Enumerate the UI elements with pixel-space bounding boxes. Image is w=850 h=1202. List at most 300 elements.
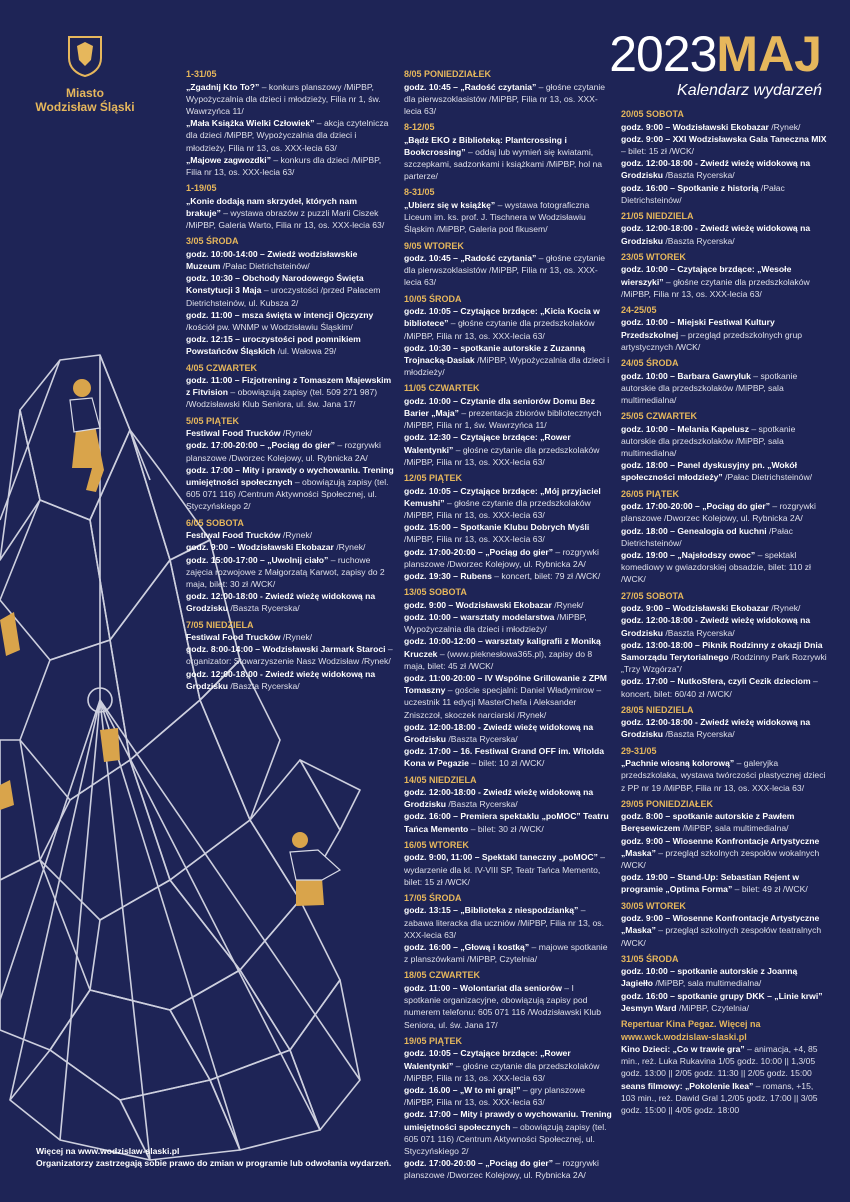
day-section xyxy=(404,68,612,117)
event-details: /Rynek/ xyxy=(280,530,313,541)
events-column-2 xyxy=(404,68,612,1186)
event-details: – rozgrywki planszowe /Dworzec Kolejowy, ul. Rybnicka 2A/ xyxy=(404,546,599,569)
day-section xyxy=(404,186,612,235)
event-details: – wystawa fotograficzna Liceum im. ks. prof. J. Tischnera w Wodzisławiu Śląskim /MiPBP, Galeria pod fikusem/ xyxy=(404,199,590,235)
event-item xyxy=(186,248,394,272)
event-title: godz. 12:15 – uroczystości pod pomnikiem Powstańców Śląskich xyxy=(186,334,361,357)
event-item xyxy=(621,500,829,524)
event-details: /Pałac Dietrichsteinów/ xyxy=(722,472,813,483)
event-title: godz. 11:00 – Wolontariat dla seniorów xyxy=(404,982,562,993)
day-section xyxy=(404,382,612,468)
event-item xyxy=(621,871,829,895)
event-item xyxy=(621,1043,829,1080)
event-details: – spektakl komediowy w gwiazdorskiej obsadzie, bilet: 110 zł /WCK/ xyxy=(621,549,811,585)
event-item xyxy=(404,546,612,570)
event-title: godz. 12:00-18:00 - Zwiedź wieżę widokową na Grodzisku xyxy=(404,721,594,744)
event-item xyxy=(404,786,612,810)
event-details: /Pałac Dietrichsteinów/ xyxy=(220,260,310,271)
day-heading: 12/05 PIĄTEK xyxy=(404,473,463,484)
event-details: – zabawa literacka dla uczniów /MiPBP, Filia nr 13, os. XXX-lecia 63/ xyxy=(404,905,604,940)
event-title: godz. 16:00 – „Głową i kostką” xyxy=(404,942,530,953)
event-details: /ul. Wałowa 29/ xyxy=(275,346,337,357)
event-title: godz. 17:00 – Mity i prawdy o wychowaniu. Trening umiejętności społecznych xyxy=(186,464,394,487)
header-subtitle: Kalendarz wydarzeń xyxy=(677,82,822,99)
event-item xyxy=(621,614,829,638)
event-item xyxy=(404,599,612,611)
event-title: godz. 9:00 – Wiosenne Konfrontacje Artystyczne „Maska” xyxy=(621,835,820,858)
event-item xyxy=(621,157,829,181)
event-item xyxy=(404,521,612,545)
event-item xyxy=(404,904,612,941)
day-heading: 27/05 SOBOTA xyxy=(621,590,684,601)
event-title: godz. 11:00-20:00 – IV Wspólne Grillowanie z ZPM Tomaszny xyxy=(404,672,607,696)
header-month: MAJ xyxy=(716,26,822,82)
event-details: – obowiązują zapisy (tel. 605 071 116) /Centrum Aktywności Społecznej, ul. Styczyńskiego 2/ xyxy=(186,476,389,512)
event-item xyxy=(621,757,829,794)
event-item xyxy=(186,643,394,667)
event-details: – animacja, +4, 85 min., reż. Luka Rukavina 1/05 godz. 10:00 || 1,3/05 godz. 13:00 || 2/05 godz. 11:30 || 2/05 godz. 15:00 xyxy=(621,1044,818,1079)
event-title: „Zgadnij Kto To?” xyxy=(186,81,260,92)
event-title: godz. 13:00-18:00 – Piknik Rodzinny z okazji Dnia Samorządu Terytorialnego xyxy=(621,639,823,662)
event-item xyxy=(186,154,394,178)
day-section xyxy=(621,304,829,353)
event-details: /Rynek/ xyxy=(551,599,584,610)
day-heading: 8/05 PONIEDZIAŁEK xyxy=(404,69,492,79)
event-title: Festiwal Food Trucków xyxy=(186,632,281,643)
event-details: – głośne czytanie dla pierwszoklasistów /MiPBP, Filia nr 13, os. XXX-lecia 63/ xyxy=(404,253,606,288)
event-item xyxy=(186,529,394,541)
day-heading: 21/05 NIEDZIELA xyxy=(621,210,694,221)
day-section xyxy=(404,586,612,769)
day-heading: 8-12/05 xyxy=(404,122,435,133)
event-details: /MiPBP, sala multimedialna/ xyxy=(680,823,789,834)
event-item xyxy=(404,1084,612,1108)
event-item xyxy=(404,305,612,342)
day-section xyxy=(621,410,829,484)
event-item xyxy=(186,309,394,333)
day-heading: 18/05 CZWARTEK xyxy=(404,970,481,981)
event-title: godz. 10:05 – Czytające brzdące: „Kicia Kocia w bibliotece” xyxy=(404,306,600,329)
day-section xyxy=(186,362,394,411)
event-item xyxy=(186,427,394,439)
event-details: /Baszta Rycerska/ xyxy=(228,603,300,614)
event-details: – I spotkanie organizacyjne, obowiązują zapisy pod numerem telefonu: 605 071 116 /Wodzisławski Klub Seniora, ul. św. Jana 17/ xyxy=(404,982,601,1030)
day-heading: 4/05 CZWARTEK xyxy=(186,362,258,373)
event-details: /Rynek/ xyxy=(768,121,801,132)
day-heading: 7/05 NIEDZIELA xyxy=(186,619,254,630)
city-name-line1: Miasto xyxy=(65,86,104,100)
event-details: /Baszta Rycerska/ xyxy=(663,235,735,246)
event-item xyxy=(404,745,612,769)
event-title: „Pachnie wiosną kolorową” xyxy=(621,758,735,769)
event-title: godz. 10:00 – Miejski Festiwal Kultury Przedszkolnej xyxy=(621,317,775,340)
event-item xyxy=(186,464,394,513)
event-title: „Bądź EKO z Biblioteką: Plantcrossing i Bookcrossing” xyxy=(404,134,567,157)
event-title: godz. 9:00 – Wodzisławski Ekobazar xyxy=(621,603,769,614)
event-details: /Rynek/ xyxy=(333,542,366,553)
event-item xyxy=(404,982,612,1031)
event-title: Festiwal Food Trucków xyxy=(186,530,281,541)
event-item xyxy=(404,635,612,672)
event-item xyxy=(404,134,612,183)
event-item xyxy=(404,721,612,745)
event-details: – rozgrywki planszowe /Dworzec Kolejowy, ul. Rybnicka 2A/ xyxy=(186,440,381,463)
day-heading: 31/05 ŚRODA xyxy=(621,953,679,964)
event-item xyxy=(186,374,394,411)
event-details: – koncert, bilet: 79 zł /WCK/ xyxy=(491,571,601,581)
event-title: godz. 15:00 – Spotkanie Klubu Dobrych Myśli xyxy=(404,522,590,533)
event-details: – spotkanie autorskie dla przedszkolaków /MiPBP, sala multimedialna/ xyxy=(621,370,798,405)
event-item xyxy=(621,1080,829,1117)
day-heading: 24-25/05 xyxy=(621,304,657,315)
day-heading: 8-31/05 xyxy=(404,187,435,198)
event-details: /Rynek/ xyxy=(768,603,801,614)
event-details: – prezentacja zbiorów bibliotecznych /MiPBP, Filia nr 1, św. Wawrzyńca 11/ xyxy=(404,408,602,431)
day-heading: 5/05 PIĄTEK xyxy=(186,415,240,426)
footer-disclaimer: Organizatorzy zastrzegają sobie prawo do zmian w programie lub odwołania wydarzeń. xyxy=(36,1158,392,1168)
event-details: – obowiązują zapisy (tel. 509 271 987) /Wodzisławski Klub Seniora, ul. św. Jana 17/ xyxy=(186,387,378,410)
event-title: Kino Dzieci: „Co w trawie gra” xyxy=(621,1044,745,1055)
event-title: godz. 10:00 – Czytające brzdące: „Wesołe wierszyki” xyxy=(621,264,792,287)
event-title: godz. 17:00-20:00 – „Pociąg do gier” xyxy=(621,501,771,512)
day-section xyxy=(621,210,829,247)
event-details: – głośne czytanie dla przedszkolaków /MiPBP, Filia nr 13, os. XXX-lecia 63/ xyxy=(621,276,810,299)
day-heading: 1-19/05 xyxy=(186,183,217,194)
event-details: – bilet: 10 zł /WCK/ xyxy=(468,758,545,769)
day-heading: 23/05 WTOREK xyxy=(621,251,686,262)
event-details: /MiPBP, Wypożyczalnia dla dzieci i młodzieży/ xyxy=(404,354,610,378)
event-title: godz. 17:00 – Mity i prawdy o wychowaniu. Trening umiejętności społecznych xyxy=(404,1109,612,1132)
event-details: – goście specjalni: Daniel Władymirow – uczestnik 11 edycji MasterChefa i Aleksander Zniszczoł, skoczek narciarski /Rynek/ xyxy=(404,685,602,720)
event-title: godz. 19:30 – Rubens xyxy=(404,571,492,581)
event-item xyxy=(404,611,612,635)
event-item xyxy=(404,941,612,965)
event-title: godz. 11:00 – msza święta w intencji Ojczyzny xyxy=(186,309,374,320)
day-heading: 25/05 CZWARTEK xyxy=(621,411,698,422)
event-item xyxy=(621,675,829,699)
event-item xyxy=(621,525,829,549)
event-item xyxy=(621,182,829,206)
event-details: – galeryjka przedszkolaka, wystawa twórczości plastycznej dzieci z PP nr 19 /MiPBP, Filia nr 13, os. XXX-lecia 63/ xyxy=(621,758,826,793)
day-heading: 16/05 WTOREK xyxy=(404,839,469,850)
event-title: godz. 17:00-20:00 – „Pociąg do gier” xyxy=(404,546,554,557)
event-item xyxy=(404,1157,612,1181)
day-heading: 11/05 CZWARTEK xyxy=(404,383,480,394)
day-heading: 20/05 SOBOTA xyxy=(621,109,684,119)
event-details: /MiPBP, Czytelnia/ xyxy=(676,1002,750,1013)
event-title: godz. 16:00 – spotkanie grupy DKK – „Linie krwi” Jesmyn Ward xyxy=(621,990,823,1013)
day-section xyxy=(621,357,829,406)
event-item xyxy=(621,912,829,949)
day-section xyxy=(404,1035,612,1182)
day-heading: 17/05 ŚRODA xyxy=(404,892,462,903)
event-details: – bilet: 49 zł /WCK/ xyxy=(732,884,808,895)
event-item xyxy=(404,485,612,522)
event-details: – głośne czytanie dla pierwszoklasistów /MiPBP, Filia nr 13, os. XXX-lecia 63/ xyxy=(404,81,606,116)
event-details: – przegląd szkolnych zespołów teatralnych /WCK/ xyxy=(621,925,822,948)
event-title: godz. 12:00-18:00 - Zwiedź wieżę widokową na Grodzisku xyxy=(621,158,811,181)
event-item xyxy=(621,835,829,872)
day-section xyxy=(621,488,829,586)
day-section xyxy=(621,1018,829,1116)
event-details: – romans, +15, 103 min., reż. Dawid Gral 1,2/05 godz. 17:00 || 3/05 godz. 15:00 || 4/05 godz. 18:00 xyxy=(621,1080,818,1116)
event-item xyxy=(404,1108,612,1157)
day-heading: 30/05 WTOREK xyxy=(621,900,686,911)
day-heading: 29/05 PONIEDZIAŁEK xyxy=(621,798,714,809)
event-title: „Konie dodają nam skrzydeł, których nam brakuje” xyxy=(186,195,357,218)
event-title: godz. 10:30 – spotkanie autorskie z Zuzanną Trojnacką-Dasiak xyxy=(404,342,585,365)
city-name-line2: Wodzisław Śląski xyxy=(35,100,135,114)
event-item xyxy=(404,199,612,236)
event-item xyxy=(186,333,394,357)
event-title: godz. 10:05 – Czytające brzdące: „Rower Walentynki” xyxy=(404,1048,571,1071)
event-details: – wystawa obrazów z puzzli Marii Ciszek /MiPBP, Galeria Warto, Filia nr 13, os. XXX-lecia 63/ xyxy=(186,207,385,231)
event-title: godz. 10:00 – Czytanie dla seniorów Domu Bez Barier „Maja” xyxy=(404,395,596,419)
event-title: godz. 10:05 – Czytające brzdące: „Mój przyjaciel Kemushi” xyxy=(404,485,601,508)
event-item xyxy=(404,672,612,721)
event-item xyxy=(621,602,829,614)
day-section xyxy=(186,517,394,615)
day-section xyxy=(621,798,829,896)
event-title: godz. 19:00 – Stand-Up: Sebastian Rejent w programie „Optima Forma” xyxy=(621,872,800,895)
city-logo xyxy=(20,34,150,114)
event-title: godz. 18:00 – Genealogia od kuchni xyxy=(621,525,767,536)
event-title: godz. 9:00 – Wodzisławski Ekobazar xyxy=(186,542,334,553)
event-title: Festiwal Food Trucków xyxy=(186,428,281,439)
event-title: godz. 12:00-18:00 - Zwiedź wieżę widokową na Grodzisku xyxy=(621,223,811,246)
day-heading: 1-31/05 xyxy=(186,69,217,79)
day-heading: 28/05 NIEDZIELA xyxy=(621,704,694,715)
event-title: godz. 17:00-20:00 – „Pociąg do gier” xyxy=(186,440,336,451)
event-item xyxy=(404,570,612,582)
event-title: godz. 9:00, 11:00 – Spektakl taneczny „poMOC” xyxy=(404,852,598,863)
event-title: godz. 10:45 – „Radość czytania” xyxy=(404,253,537,264)
event-item xyxy=(621,990,829,1014)
event-details: – rozgrywki planszowe /Dworzec Kolejowy, ul. Rybnicka 2A/ xyxy=(404,1158,599,1181)
event-item xyxy=(186,541,394,553)
event-title: godz. 10:00-14:00 – Zwiedź wodzisławskie Muzeum xyxy=(186,248,358,271)
event-details: /MiPBP, Filia nr 13, os. XXX-lecia 63/ xyxy=(404,534,545,545)
event-item xyxy=(621,716,829,740)
event-item xyxy=(186,668,394,692)
event-item xyxy=(404,252,612,289)
event-item xyxy=(404,81,612,118)
event-title: godz. 11:00 – Fizjotrening z Tomaszem Majewskim z Fitvision xyxy=(186,375,392,398)
event-item xyxy=(621,459,829,483)
event-item xyxy=(404,431,612,468)
day-section xyxy=(404,121,612,182)
event-details: /Rynek/ xyxy=(280,632,313,643)
event-details: – akcja czytelnicza dla dzieci /MiPBP, Wypożyczalnia dla dzieci i młodzieży, Filia nr 13, os. XXX-lecia 63/ xyxy=(186,118,389,153)
event-item xyxy=(186,590,394,614)
event-item xyxy=(621,222,829,246)
event-item xyxy=(186,117,394,154)
event-title: godz. 10:45 – „Radość czytania” xyxy=(404,81,537,92)
event-details: – uroczystości /przed Pałacem Dietrichsteinów, ul. Kubsza 2/ xyxy=(186,285,381,308)
day-section xyxy=(186,182,394,231)
day-heading: 14/05 NIEDZIELA xyxy=(404,774,477,785)
event-item xyxy=(404,342,612,379)
event-details: /Baszta Rycerska/ xyxy=(663,170,735,181)
event-title: godz. 16:00 – Premiera spektaklu „poMOC” Teatru Tańca Memento xyxy=(404,811,609,834)
day-heading: 26/05 PIĄTEK xyxy=(621,488,680,499)
event-details: /MiPBP, sala multimedialna/ xyxy=(653,978,762,989)
events-column-3 xyxy=(621,108,829,1120)
event-title: godz. 13:15 – „Biblioteka z niespodzianką” xyxy=(404,905,579,916)
event-title: godz. 10:00 – spotkanie autorskie z Joanną Jagiełło xyxy=(621,966,798,989)
event-item xyxy=(404,851,612,888)
event-title: godz. 9:00 – Wodzisławski Ekobazar xyxy=(621,121,769,132)
event-details: – rozgrywki planszowe /Dworzec Kolejowy, ul. Rybnicka 2A/ xyxy=(621,501,816,524)
event-title: godz. 16:00 – Spotkanie z historią xyxy=(621,182,759,193)
event-title: godz. 10:00 – Barbara Gawryluk xyxy=(621,370,751,381)
day-section xyxy=(621,251,829,300)
event-details: – głośne czytanie dla przedszkolaków /MiPBP, Filia nr 13, os. XXX-lecia 63/ xyxy=(404,497,591,520)
event-details: /Pałac Dietrichsteinów/ xyxy=(621,182,785,205)
event-item xyxy=(186,439,394,463)
day-section xyxy=(186,68,394,178)
day-section xyxy=(186,619,394,693)
event-item xyxy=(621,263,829,300)
event-title: godz. 17:00 – 16. Festiwal Grand OFF im. Witolda Kona w Pegazie xyxy=(404,746,605,769)
day-section xyxy=(404,839,612,888)
footer-website: Więcej na www.wodzislaw-slaski.pl xyxy=(36,1146,180,1156)
event-item xyxy=(621,133,829,157)
event-item xyxy=(621,316,829,353)
event-title: godz. 15:00-17:00 – „Uwolnij ciało” xyxy=(186,554,329,565)
day-heading: 10/05 ŚRODA xyxy=(404,293,462,304)
event-details: – bilet: 30 zł /WCK/ xyxy=(468,823,544,834)
day-heading: 9/05 WTOREK xyxy=(404,240,464,251)
event-details: – głośne czytanie dla przedszkolaków /MiPBP, Filia nr 13, os. XXX-lecia 63/ xyxy=(404,444,600,467)
day-section xyxy=(404,774,612,835)
event-item xyxy=(404,810,612,834)
event-details: – (www.pieknesłowa365.pl), zapisy do 8 maja, bilet: 45 zł /WCK/ xyxy=(404,648,593,671)
event-details: – wydarzenie dla kl. IV-VIII SP, Teatr Tańca Memento, bilet: 15 zł /WCK/ xyxy=(404,852,606,887)
event-details: /kościół pw. WNMP w Wodzisławiu Śląskim/ xyxy=(186,321,353,332)
event-details: /Baszta Rycerska/ xyxy=(663,729,735,740)
event-title: godz. 10:00 – Melania Kapelusz xyxy=(621,423,749,434)
events-column-1 xyxy=(186,68,394,696)
event-details: /Baszta Rycerska/ xyxy=(446,799,518,810)
footer xyxy=(36,1145,391,1169)
event-details: – organizator: Stowarzyszenie Nasz Wodzisław /Rynek/ xyxy=(186,644,393,667)
event-details: /MiPBP, Wypożyczalnia dla dzieci i młodzieży/ xyxy=(404,611,587,635)
event-details: – głośne czytanie dla przedszkolaków /MiPBP, Filia nr 13, os. XXX-lecia 63/ xyxy=(404,1060,600,1083)
day-section xyxy=(404,969,612,1030)
event-details: – oddaj lub wymień się kwiatami, szczepkami, sadzonkami i książkami /MiPBP, hol na parterze/ xyxy=(404,146,603,182)
day-heading: 19/05 PIĄTEK xyxy=(404,1035,463,1046)
day-section xyxy=(186,235,394,357)
event-item xyxy=(621,810,829,834)
day-heading: 3/05 ŚRODA xyxy=(186,236,239,247)
day-section xyxy=(404,892,612,966)
day-heading: 24/05 ŚRODA xyxy=(621,358,679,369)
event-item xyxy=(621,965,829,989)
event-title: godz. 10:30 – Obchody Narodowego Święta Konstytucji 3 Maja xyxy=(186,273,364,296)
day-section xyxy=(404,472,612,582)
day-section xyxy=(404,293,612,379)
event-title: godz. 9:00 – Wiosenne Konfrontacje Artystyczne „Maska” xyxy=(621,913,820,936)
day-heading: 13/05 SOBOTA xyxy=(404,587,467,598)
event-title: godz. 12:00-18:00 - Zwiedź wieżę widokową na Grodzisku xyxy=(186,668,376,691)
event-item xyxy=(621,639,829,676)
day-section xyxy=(621,953,829,1014)
event-item xyxy=(404,395,612,432)
event-item xyxy=(186,554,394,591)
event-title: godz. 10:00 – warsztaty modelarstwa xyxy=(404,611,555,622)
event-item xyxy=(186,631,394,643)
event-title: godz. 10:00-12:00 – warsztaty kaligrafii z Moniką Kruczek xyxy=(404,636,601,659)
event-details: – obowiązują zapisy (tel. 605 071 116) /Centrum Aktywności Społecznej, ul. Styczyńskiego 2/ xyxy=(404,1121,607,1156)
event-title: godz. 8:00 – spotkanie autorskie z Pawłem Beręsewiczem xyxy=(621,811,795,834)
day-section xyxy=(621,745,829,794)
event-title: godz. 18:00 – Panel dyskusyjny pn. „Wokół społeczności młodzieży” xyxy=(621,460,798,483)
event-details: /Baszta Rycerska/ xyxy=(663,627,735,638)
event-title: godz. 8:00-14:00 – Wodzisławski Jarmark Staroci xyxy=(186,644,386,655)
event-details: – konkurs dla dzieci /MiPBP, Filia nr 13, os. XXX-lecia 63/ xyxy=(186,154,382,177)
header-year: 2023 xyxy=(609,26,717,82)
day-section xyxy=(186,415,394,513)
event-details: – głośne czytanie dla przedszkolaków /MiPBP, Filia nr 13, os. XXX-lecia 63/ xyxy=(404,318,595,341)
event-title: seans filmowy: „Pokolenie Ikea” xyxy=(621,1080,754,1091)
day-section xyxy=(621,900,829,949)
event-title: godz. 9:00 – XXI Wodzisławska Gala Taneczna MIX xyxy=(621,133,827,144)
event-details: – koncert, bilet: 60/40 zł /WCK/ xyxy=(621,676,818,699)
event-title: „Majowe zagwozdki” xyxy=(186,154,271,165)
event-details: – spotkanie autorskie dla przedszkolaków /MiPBP, sala multimedialna/ xyxy=(621,423,796,459)
event-item xyxy=(186,272,394,309)
event-details: – bilet: 15 zł /WCK/ xyxy=(621,145,695,156)
event-details: /Pałac Dietrichsteinów/ xyxy=(621,525,793,548)
event-title: godz. 17:00 – NutkoSfera, czyli Cezik dzieciom xyxy=(621,676,811,687)
event-details: – przegląd szkolnych zespołów wokalnych /WCK/ xyxy=(621,847,820,871)
event-details: – majowe spotkanie z planszówkami /MiPBP, Czytelnia/ xyxy=(404,942,608,965)
event-title: godz. 16.00 – „W to mi graj!” xyxy=(404,1084,521,1095)
event-details: /Baszta Rycerska/ xyxy=(228,680,300,691)
event-item xyxy=(186,195,394,232)
event-title: godz. 12:00-18:00 - Zwiedź wieżę widokową na Grodzisku xyxy=(186,591,376,614)
day-heading: 29-31/05 xyxy=(621,745,657,756)
event-details: – przegląd przedszkolnych grup artystycznych /WCK/ xyxy=(621,329,803,352)
event-title: godz. 12:00-18:00 - Zwiedź wieżę widokową na Grodzisku xyxy=(621,615,811,638)
event-title: „Ubierz się w książkę” xyxy=(404,199,496,210)
event-item xyxy=(621,423,829,460)
event-title: godz. 19:00 – „Najsłodszy owoc” xyxy=(621,549,756,560)
event-item xyxy=(621,121,829,133)
event-details: /Baszta Rycerska/ xyxy=(446,733,518,744)
day-section xyxy=(404,240,612,289)
day-section xyxy=(621,590,829,700)
event-title: „Mała Książka Wielki Człowiek” xyxy=(186,118,315,129)
day-section xyxy=(621,108,829,206)
event-details: /Rynek/ xyxy=(280,428,313,439)
event-item xyxy=(621,549,829,586)
event-title: godz. 12:30 – Czytające brzdące: „Rower Walentynki” xyxy=(404,432,571,455)
day-heading: 6/05 SOBOTA xyxy=(186,517,244,528)
event-title: godz. 9:00 – Wodzisławski Ekobazar xyxy=(404,599,552,610)
event-details: /Rodzinny Park Rozrywki „Trzy Wzgórza”/ xyxy=(621,651,827,675)
event-item xyxy=(404,1047,612,1084)
page-header xyxy=(609,28,822,100)
event-item xyxy=(621,370,829,407)
event-title: godz. 12:00-18:00 - Zwiedź wieżę widokową na Grodzisku xyxy=(621,717,811,740)
event-details: – gry planszowe /MiPBP, Filia nr 13, os. XXX-lecia 63/ xyxy=(404,1084,586,1108)
event-title: godz. 17:00-20:00 – „Pociąg do gier” xyxy=(404,1158,554,1169)
event-details: – ruchowe zajęcia rozwojowe z Małgorzatą Karwot, zapisy do 2 maja, bilet: 30 zł /WCK/ xyxy=(186,554,385,589)
event-item xyxy=(186,81,394,118)
day-section xyxy=(621,704,829,741)
